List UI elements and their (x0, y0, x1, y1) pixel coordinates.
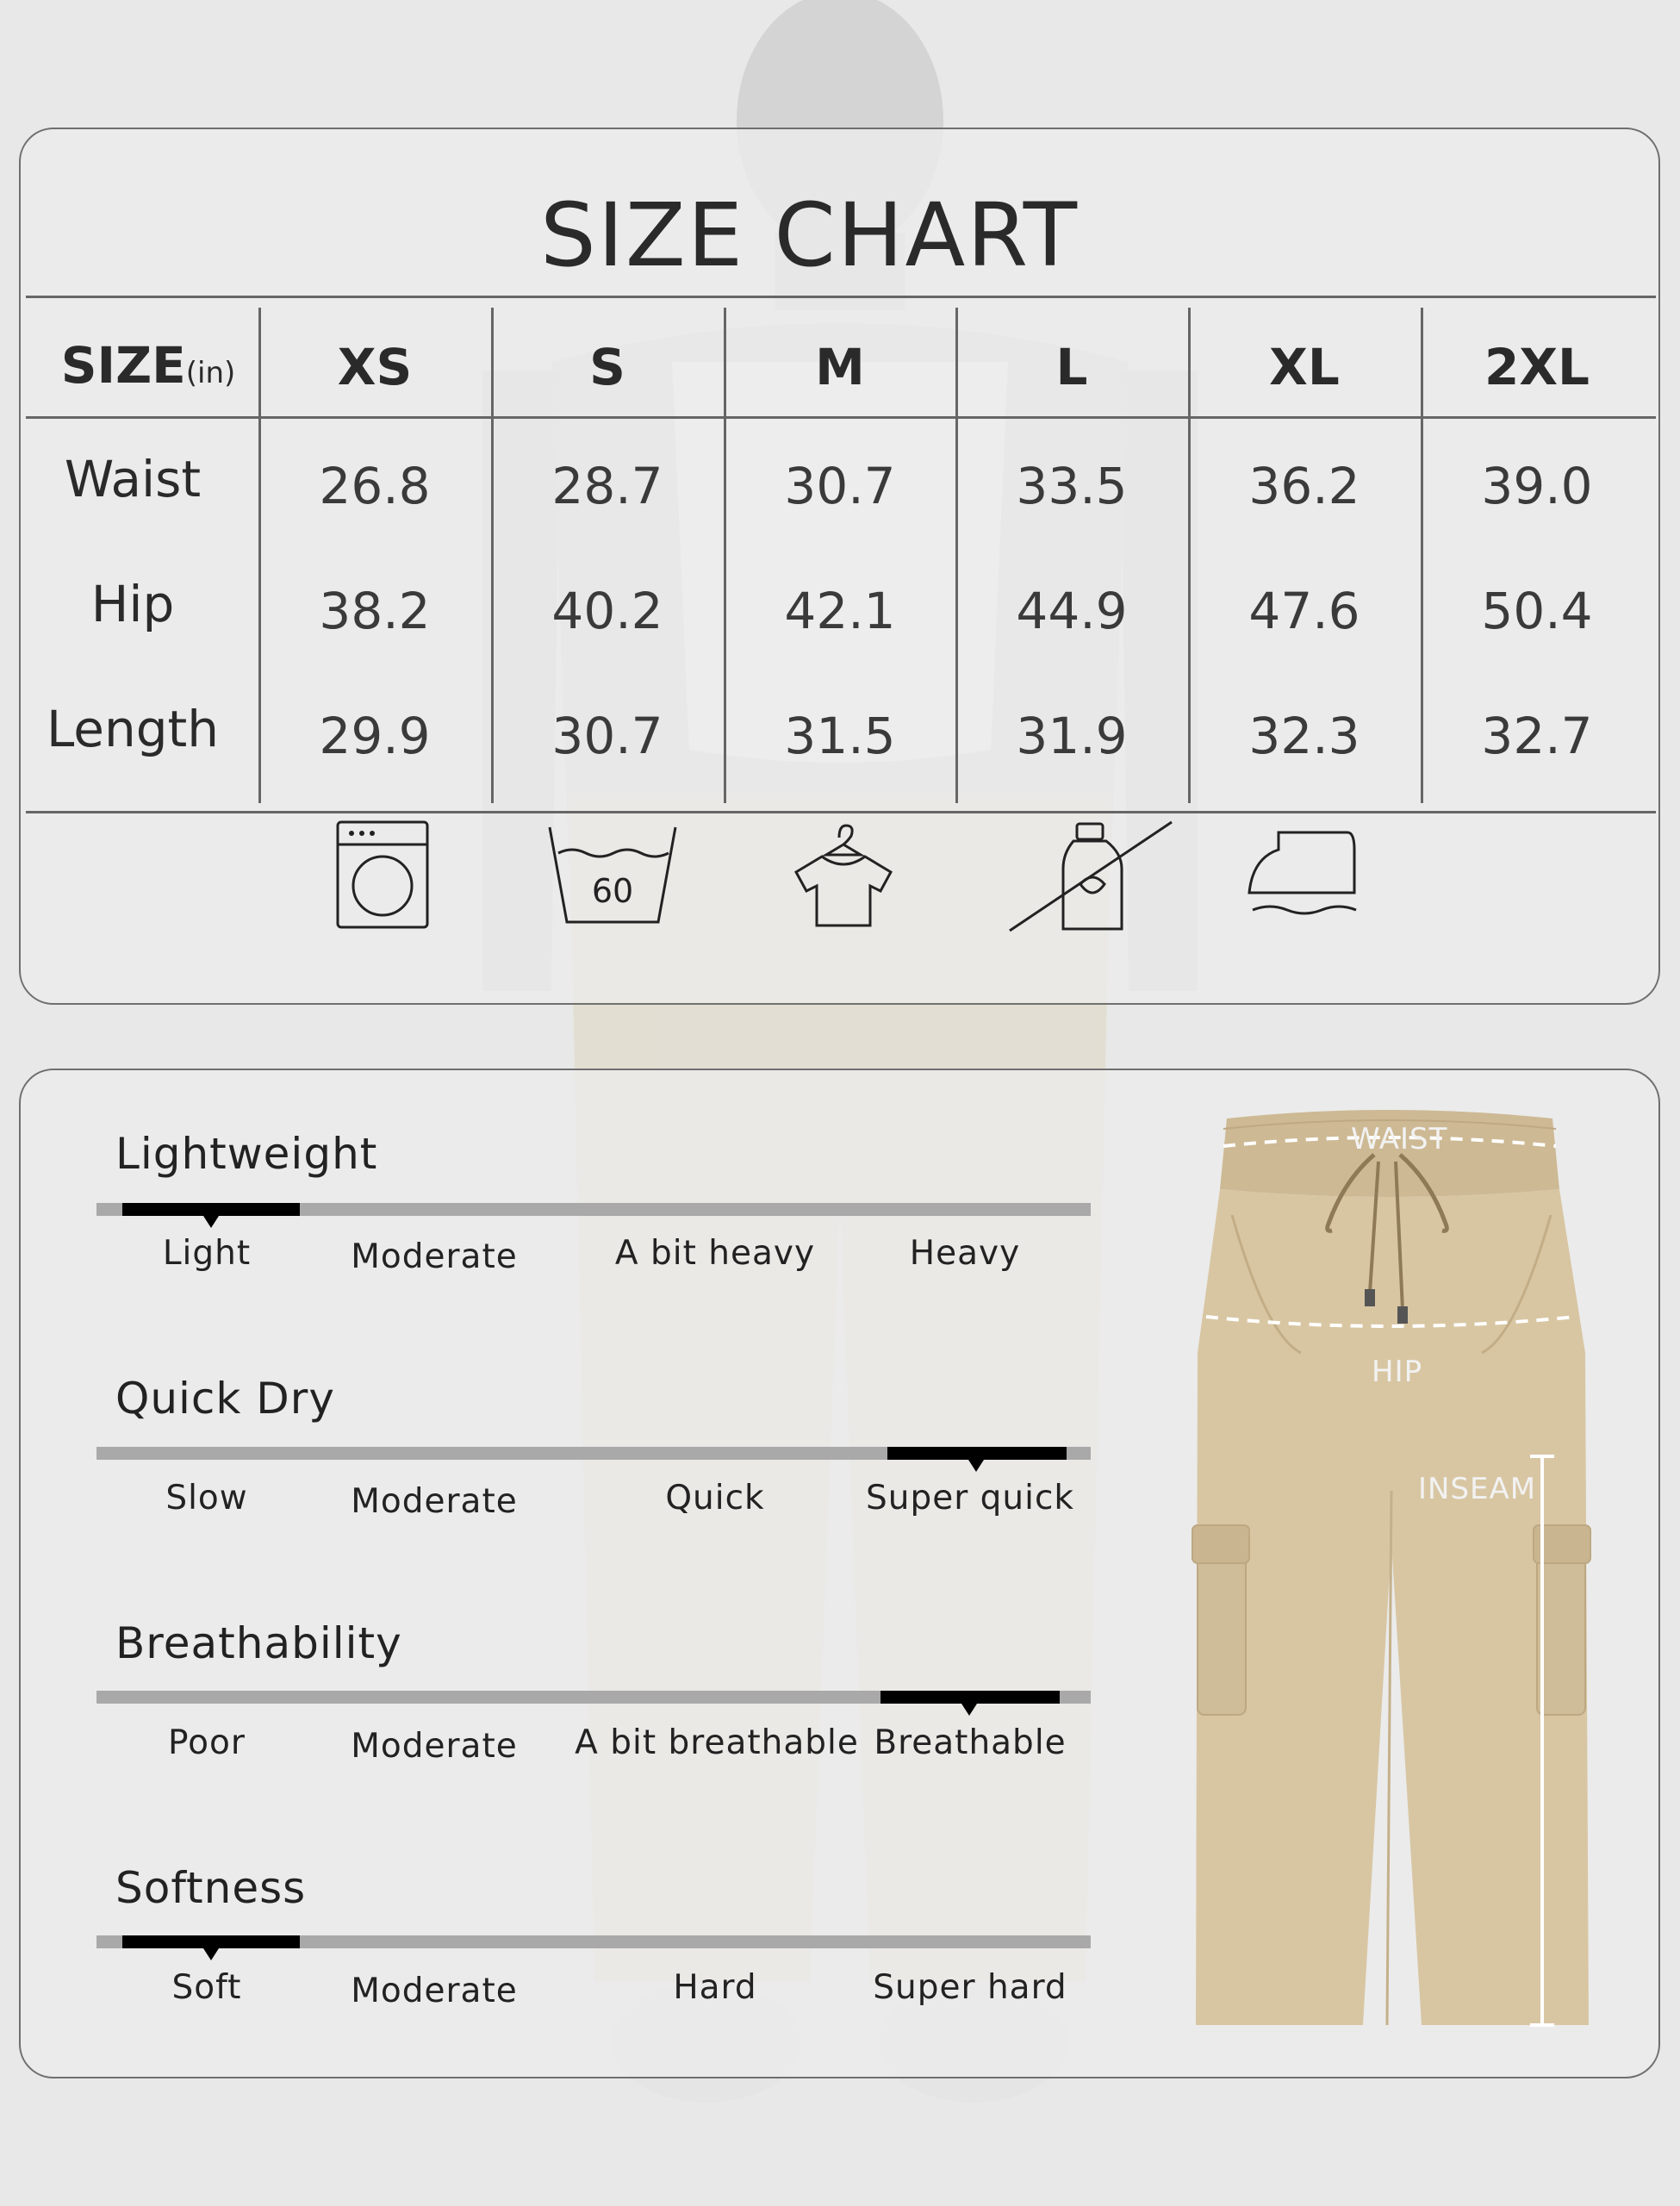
rating-option: Moderate (351, 1972, 518, 2010)
column-divider (1188, 308, 1191, 803)
table-cell: 47.6 (1248, 582, 1360, 640)
rating-marker-icon (968, 1460, 984, 1472)
rating-bar-quick-dry (96, 1447, 1091, 1460)
rating-bar-fill (887, 1447, 1067, 1460)
iron-icon (1244, 824, 1373, 927)
table-cell: 26.8 (319, 457, 431, 515)
table-cell: 44.9 (1016, 582, 1128, 640)
table-cell: 50.4 (1481, 582, 1593, 640)
rating-bar-breathability (96, 1691, 1091, 1704)
rating-option: Quick (665, 1479, 765, 1517)
rating-bar-lightweight (96, 1203, 1091, 1216)
size-unit-label: (in) (185, 356, 236, 390)
table-cell: 38.2 (319, 582, 431, 640)
table-cell: 28.7 (551, 457, 663, 515)
rating-option: Heavy (909, 1234, 1021, 1273)
rating-bar-fill (122, 1203, 300, 1216)
table-cell: 36.2 (1248, 457, 1360, 515)
rating-option: Moderate (351, 1727, 518, 1766)
size-header-m: M (815, 338, 865, 396)
rating-option: Poor (168, 1723, 246, 1762)
rating-option: Light (162, 1234, 252, 1273)
feature-title-quick-dry: Quick Dry (115, 1374, 335, 1424)
rating-option: Super hard (873, 1968, 1067, 2007)
size-header-s: S (589, 338, 625, 396)
table-cell: 31.5 (784, 707, 896, 765)
size-header-l: L (1055, 338, 1088, 396)
machine-wash-icon (334, 819, 431, 931)
table-cell: 30.7 (784, 457, 896, 515)
column-divider (724, 308, 726, 803)
rating-option: Slow (165, 1479, 248, 1517)
table-cell: 42.1 (784, 582, 896, 640)
size-header-xs: XS (337, 338, 413, 396)
size-header-xl: XL (1269, 338, 1340, 396)
hip-measure-label: HIP (1372, 1355, 1423, 1389)
table-cell: 32.3 (1248, 707, 1360, 765)
table-cell: 39.0 (1481, 457, 1593, 515)
rating-option: A bit heavy (614, 1234, 816, 1273)
rating-option: Moderate (351, 1237, 518, 1276)
size-header-label: SIZE (60, 336, 186, 395)
rating-option: Super quick (866, 1479, 1074, 1517)
rating-marker-icon (203, 1948, 219, 1960)
header-rule (26, 416, 1656, 419)
column-divider (491, 308, 494, 803)
rating-option: Hard (673, 1968, 757, 2007)
rating-marker-icon (961, 1704, 977, 1716)
table-bottom-rule (26, 811, 1656, 813)
size-chart-panel (19, 128, 1660, 1005)
column-divider (1421, 308, 1423, 803)
pants-measurement-illustration (1172, 1094, 1611, 2042)
size-header-cell (19, 336, 277, 395)
feature-title-lightweight: Lightweight (115, 1129, 378, 1179)
wash-temperature-icon (546, 822, 679, 927)
table-top-rule (26, 296, 1656, 298)
inseam-measure-label: INSEAM (1418, 1472, 1537, 1506)
rating-bar-softness (96, 1935, 1091, 1948)
rating-option: Moderate (351, 1482, 518, 1521)
size-chart-title: SIZE CHART (539, 184, 1080, 287)
rating-marker-icon (203, 1216, 219, 1228)
size-header-2xl: 2XL (1484, 338, 1590, 396)
table-cell: 31.9 (1016, 707, 1128, 765)
table-cell: 32.7 (1481, 707, 1593, 765)
hang-dry-icon (787, 819, 899, 931)
rating-bar-fill (880, 1691, 1060, 1704)
row-label-length: Length (46, 700, 220, 758)
table-cell: 40.2 (551, 582, 663, 640)
feature-title-softness: Softness (115, 1863, 307, 1913)
rating-option: Breathable (874, 1723, 1067, 1762)
row-label-waist: Waist (64, 450, 202, 508)
rating-option: A bit breathable (575, 1723, 859, 1762)
table-cell: 30.7 (551, 707, 663, 765)
column-divider (955, 308, 958, 803)
table-cell: 29.9 (319, 707, 431, 765)
feature-title-breathability: Breathability (115, 1618, 402, 1668)
rating-option: Soft (171, 1968, 242, 2007)
row-label-hip: Hip (90, 575, 175, 633)
wash-temperature-label: 60 (591, 872, 634, 910)
waist-measure-label: WAIST (1351, 1122, 1448, 1156)
table-cell: 33.5 (1016, 457, 1128, 515)
rating-bar-fill (122, 1935, 300, 1948)
no-bleach-icon (1003, 815, 1175, 938)
